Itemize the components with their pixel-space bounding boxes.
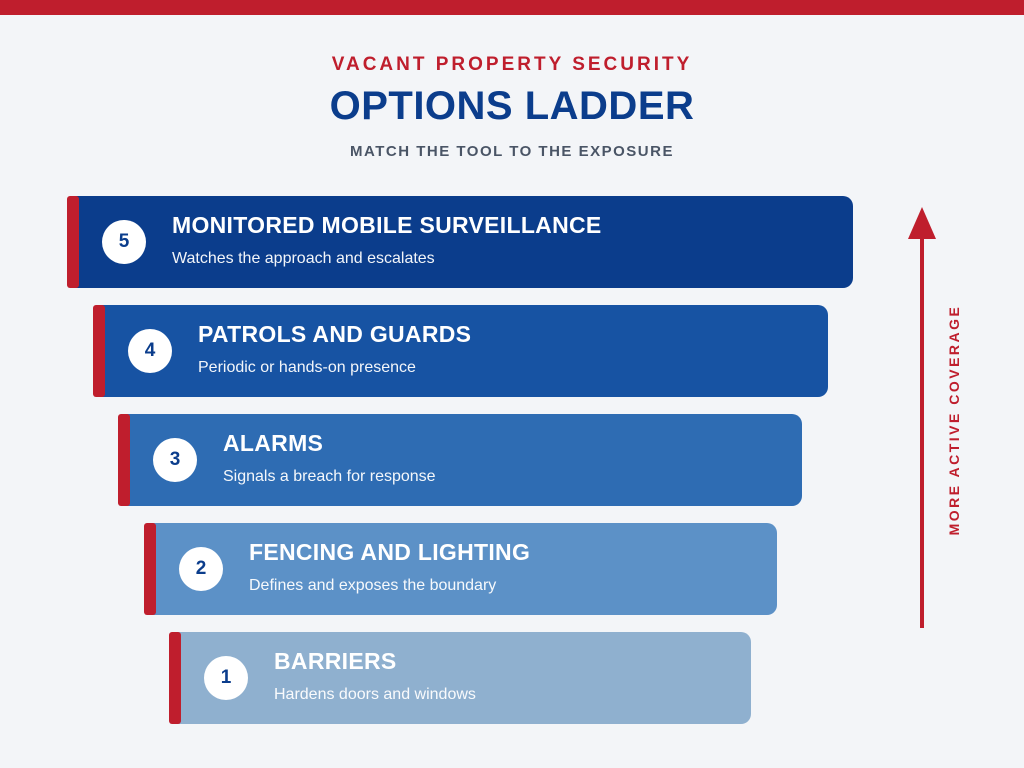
step-number-badge: 2 <box>179 547 223 591</box>
ladder-step-2 <box>147 523 777 615</box>
ladder-step-4 <box>96 305 828 397</box>
step-number-badge: 3 <box>153 438 197 482</box>
up-arrow-icon <box>890 205 954 630</box>
header <box>0 52 1024 162</box>
arrow-shaft <box>920 235 924 628</box>
page-subtitle: MATCH THE TOOL TO THE EXPOSURE <box>350 143 674 160</box>
step-label: FENCING AND LIGHTING <box>249 539 531 565</box>
step-label: MONITORED MOBILE SURVEILLANCE <box>172 212 602 238</box>
page-title: OPTIONS LADDER <box>329 84 695 128</box>
ladder-step-3 <box>121 414 802 506</box>
step-description: Defines and exposes the boundary <box>249 577 497 594</box>
ladder-step-5 <box>70 196 853 288</box>
step-label: BARRIERS <box>274 648 397 674</box>
arrow-head <box>908 207 936 239</box>
step-accent-edge <box>93 305 105 397</box>
step-label: ALARMS <box>223 430 324 456</box>
step-number-badge: 1 <box>204 656 248 700</box>
step-accent-edge <box>118 414 130 506</box>
step-accent-edge <box>144 523 156 615</box>
step-description: Signals a breach for response <box>223 468 436 485</box>
step-description: Watches the approach and escalates <box>172 250 435 267</box>
step-accent-edge <box>169 632 181 724</box>
ladder-step-1 <box>172 632 751 724</box>
step-label: PATROLS AND GUARDS <box>198 321 472 347</box>
step-description: Hardens doors and windows <box>274 686 476 703</box>
top-accent-bar <box>0 0 1024 15</box>
axis-label: MORE ACTIVE COVERAGE <box>946 304 962 536</box>
step-description: Periodic or hands-on presence <box>198 359 416 376</box>
step-number-badge: 4 <box>128 329 172 373</box>
step-number-badge: 5 <box>102 220 146 264</box>
step-accent-edge <box>67 196 79 288</box>
eyebrow-title: VACANT PROPERTY SECURITY <box>331 54 693 75</box>
